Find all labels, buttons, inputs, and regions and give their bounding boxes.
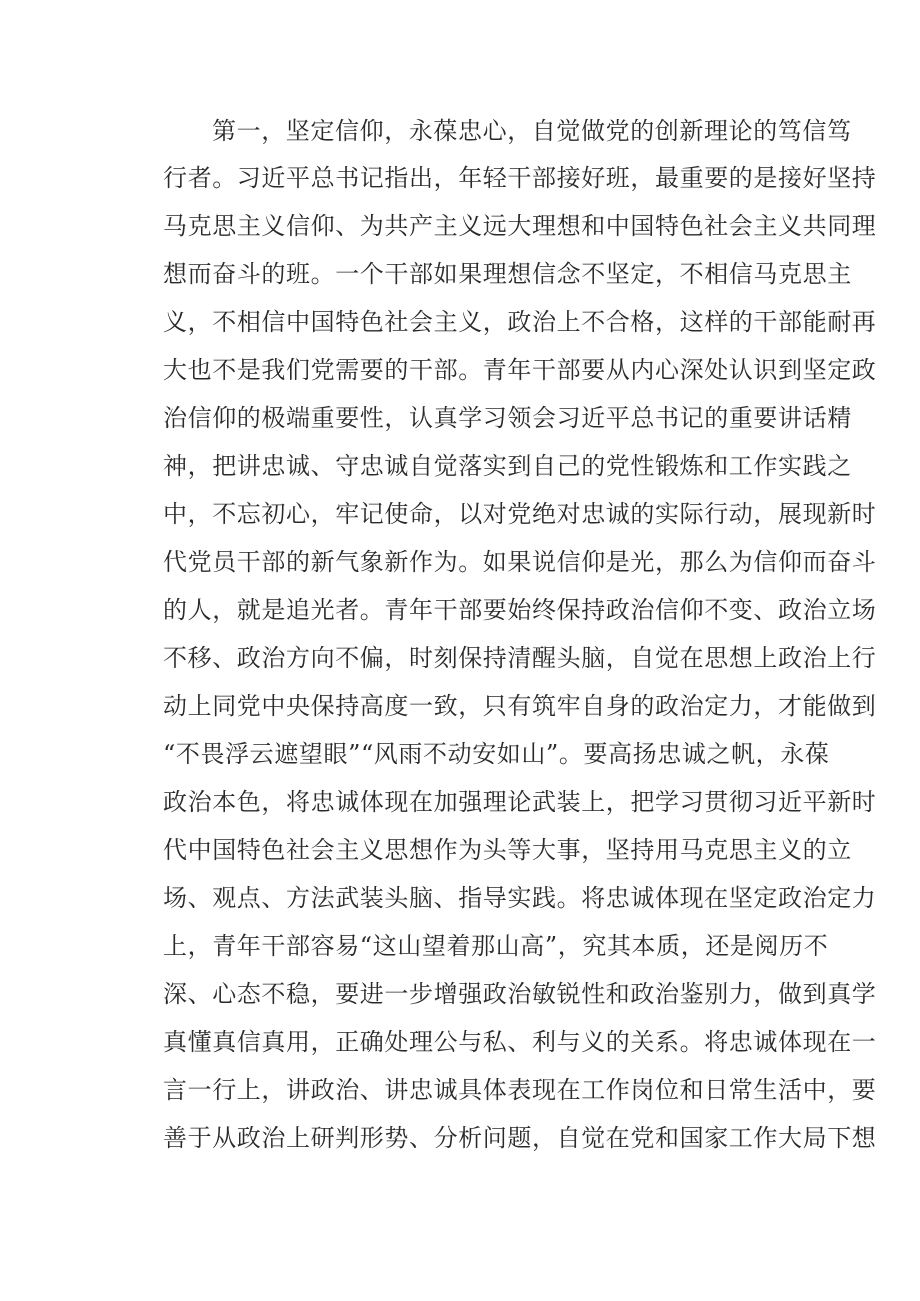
paragraph-line: 真懂真信真用，正确处理公与私、利与义的关系。将忠诚体现在一 [163,1028,877,1056]
paragraph-line: 马克思主义信仰、为共产主义远大理想和中国特色社会主义共同理 [163,212,877,240]
paragraph-line: 中，不忘初心，牢记使命，以对党绝对忠诚的实际行动，展现新时 [163,500,877,528]
paragraph-line: 言一行上，讲政治、讲忠诚具体表现在工作岗位和日常生活中，要 [163,1076,877,1104]
paragraph-line: 上，青年干部容易“这山望着那山高”，究其本质，还是阅历不 [163,932,829,960]
paragraph-line: 不移、政治方向不偏，时刻保持清醒头脑，自觉在思想上政治上行 [163,644,877,672]
paragraph-line: 的人，就是追光者。青年干部要始终保持政治信仰不变、政治立场 [163,596,877,624]
paragraph-line: 善于从政治上研判形势、分析问题，自觉在党和国家工作大局下想 [163,1124,877,1152]
paragraph-line: 深、心态不稳，要进一步增强政治敏锐性和政治鉴别力，做到真学 [163,980,877,1008]
paragraph-line: 义，不相信中国特色社会主义，政治上不合格，这样的干部能耐再 [163,308,877,336]
paragraph-line: 场、观点、方法武装头脑、指导实践。将忠诚体现在坚定政治定力 [163,884,877,912]
paragraph-line: 第一，坚定信仰，永葆忠心，自觉做党的创新理论的笃信笃 [212,117,852,145]
paragraph-line: 行者。习近平总书记指出，年轻干部接好班，最重要的是接好坚持 [163,164,877,192]
paragraph-line: 政治本色，将忠诚体现在加强理论武装上，把学习贯彻习近平新时 [163,788,877,816]
paragraph-line: 治信仰的极端重要性，认真学习领会习近平总书记的重要讲话精 [163,404,852,432]
paragraph-line: 动上同党中央保持高度一致，只有筑牢自身的政治定力，才能做到 [163,692,877,720]
paragraph-line: 代党员干部的新气象新作为。如果说信仰是光，那么为信仰而奋斗 [163,548,877,576]
paragraph-line: “不畏浮云遮望眼”“风雨不动安如山”。要高扬忠诚之帆，永葆 [163,740,830,768]
paragraph-line: 想而奋斗的班。一个干部如果理想信念不坚定，不相信马克思主 [163,260,852,288]
paragraph-line: 代中国特色社会主义思想作为头等大事，坚持用马克思主义的立 [163,836,852,864]
paragraph-line: 大也不是我们党需要的干部。青年干部要从内心深处认识到坚定政 [163,356,877,384]
paragraph-line: 神，把讲忠诚、守忠诚自觉落实到自己的党性锻炼和工作实践之 [163,452,852,480]
